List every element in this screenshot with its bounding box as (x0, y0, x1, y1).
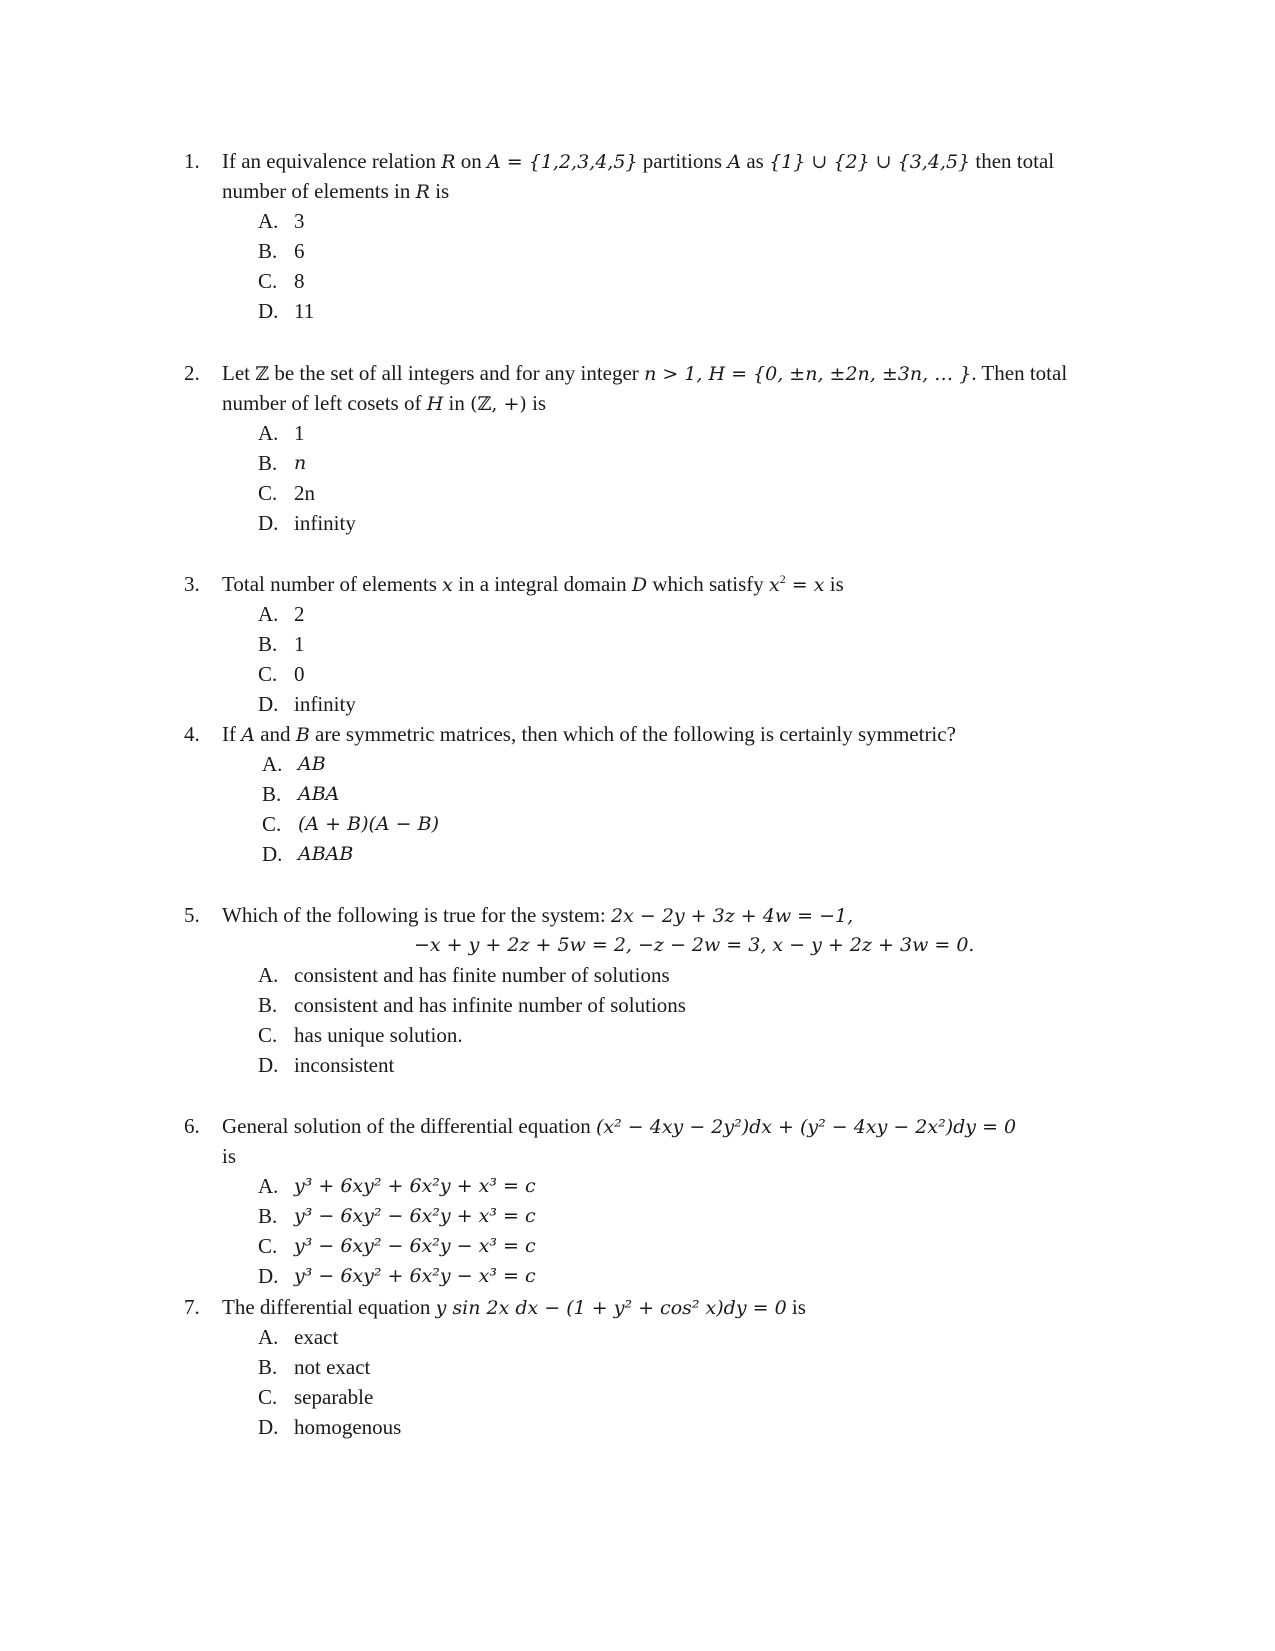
question-number: 6. (184, 1114, 200, 1138)
question-text: Total number of elements x in a integral domain D which satisfy $x^2 = x$ is (222, 572, 844, 596)
question-text: Let ℤ be the set of all integers and for any integer n > 1, H = {0, ±n, ±2n, ±3n, … }. Then total (222, 361, 1068, 385)
question-number: 7. (184, 1295, 200, 1319)
question-number: 1. (184, 149, 200, 173)
question-number: 3. (184, 572, 200, 596)
exam-page: 1. If an equivalence relation R on A = {1,2,3,4,5} partitions A as {1} ∪ {2} ∪ {3,4,5} then total number of elements in R is A. 3 B. 6 C. 8 D. 11 2. Let ℤ be the set of all integers and for any integer n > 1, H = {0, ±n, ±2n, ±3n, … }. Then total number of left cosets of H in (ℤ, +) is A. 1 B. n C. 2n D. infinity 3. Total number of elements x in a integral domain D which satisfy $x^2 = x$ is A. 2 B. 1 C. 0 D. infinity 4. If A and B are symmetric matrices, then which of the following is certainly symmetric? A. AB B. ABA C. (A + B)(A − B) D. ABAB 5. Which of the following is true for the system: 2x − 2y + 3z + 4w = −1, −x + y + 2z + 5w = 2, −z − 2w = 3, x − y + 2z + 3w = 0. A. consistent and has finite number of solutions B. consistent and has infinite number of solutions C. has unique solution. D. inconsistent 6. General solution of the differential equation (x² − 4xy − 2y²)dx + (y² − 4xy − 2x²)dy = 0 is A. y³ + 6xy² + 6x²y + x³ = c B. y³ − 6xy² − 6x²y + x³ = c C. y³ − 6xy² − 6x²y − x³ = c D. y³ − 6xy² + 6x²y − x³ = c 7. The differential equation y sin 2x dx − (1 + y² + cos² x)dy = 0 is A. exact B. not exact C. separable D. homogenous (0, 0, 1275, 1651)
question-text: General solution of the differential equation (x² − 4xy − 2y²)dx + (y² − 4xy − 2x²)dy = 0 (222, 1114, 1017, 1138)
question-number: 4. (184, 722, 200, 746)
question-number: 5. (184, 903, 200, 927)
question-number: 2. (184, 361, 200, 385)
question-text: If A and B are symmetric matrices, then which of the following is certainly symmetric? (222, 722, 956, 746)
question-text: If an equivalence relation R on A = {1,2,3,4,5} partitions A as {1} ∪ {2} ∪ {3,4,5} then total (222, 149, 1055, 173)
question-text: Which of the following is true for the system: 2x − 2y + 3z + 4w = −1, (222, 903, 854, 927)
question-text: The differential equation y sin 2x dx − (1 + y² + cos² x)dy = 0 is (222, 1295, 806, 1319)
